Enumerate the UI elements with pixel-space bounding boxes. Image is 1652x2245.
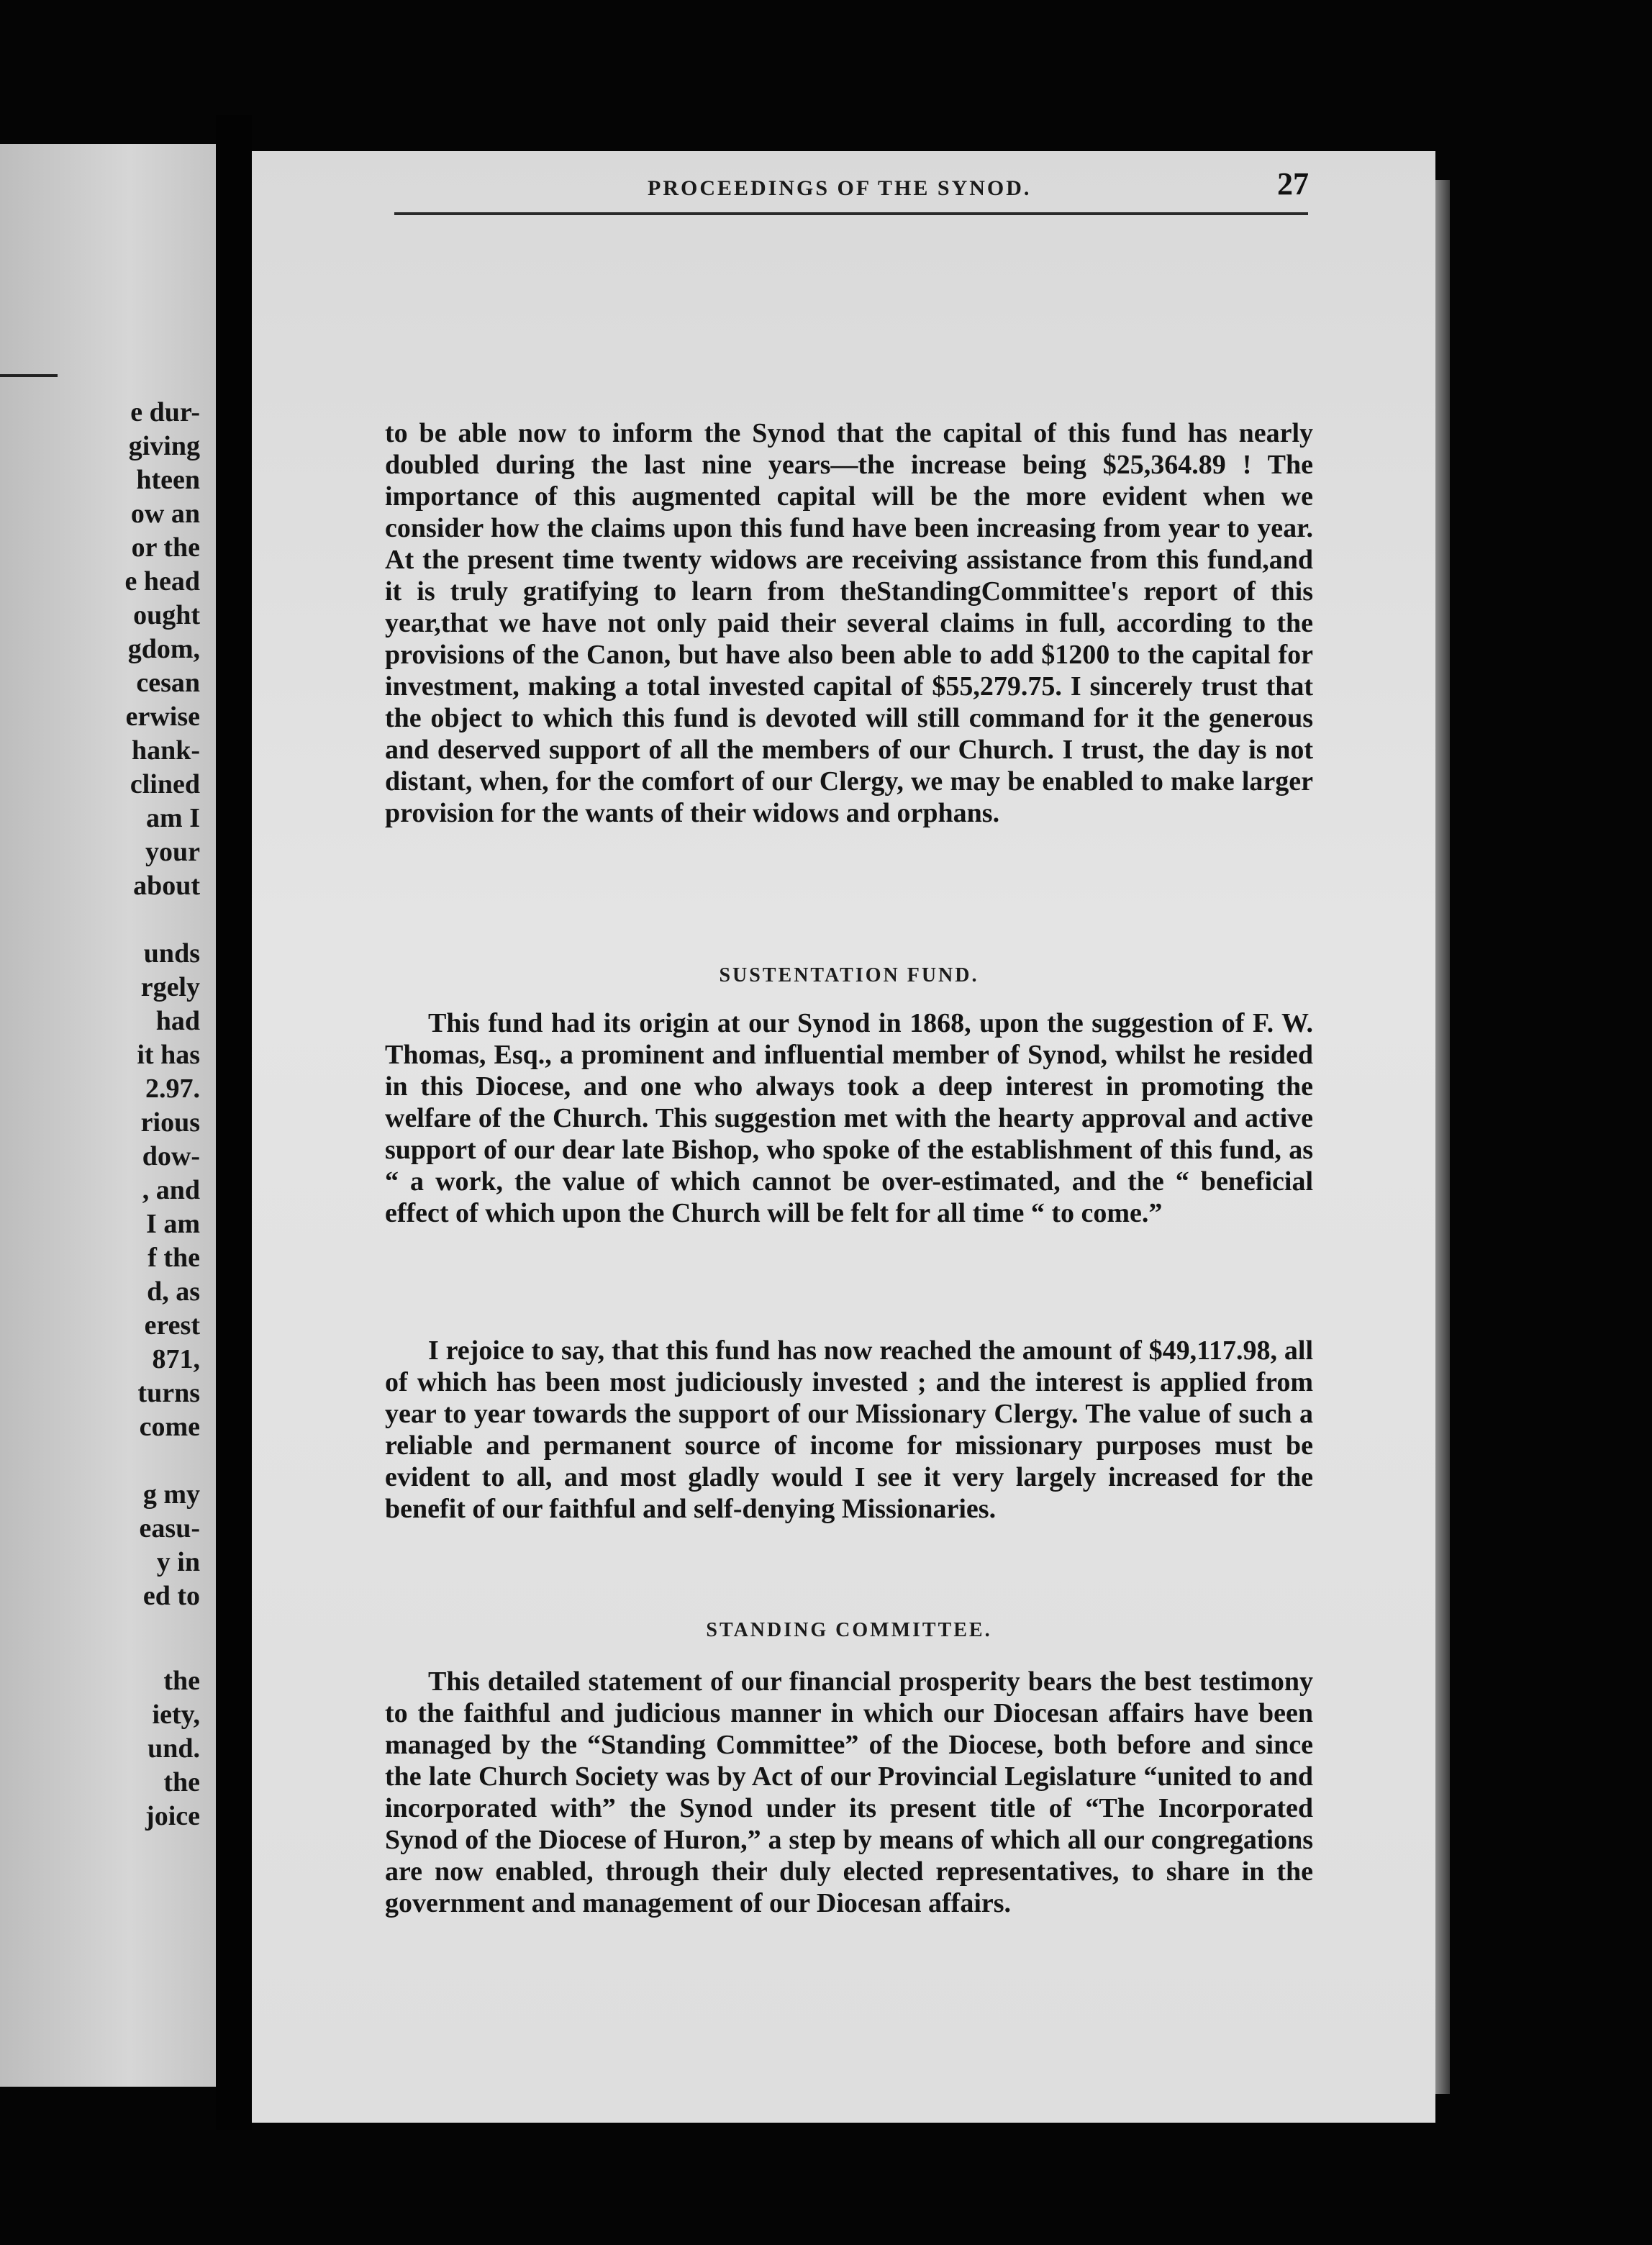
facing-page-line: 2.97. <box>145 1074 200 1104</box>
paragraph-sustentation-fund: This fund had its origin at our Synod in 1868, upon the suggestion of F. W. Thomas, Esq., a prominent and influential member of Synod, whilst he resided in this Diocese, and one who always took a deep interest in promoting the welfare of the Church. This suggestion met with the hearty approval and active support of our dear late Bishop, who spoke of the establishment of this fund, as “ a work, the value of which cannot be over-estimated, and the “ beneficial effect of which upon the Church will be felt for all time “ to come.” <box>385 1008 1313 1228</box>
facing-page-line: erwise <box>125 702 200 732</box>
facing-page-line: hank- <box>131 735 200 766</box>
facing-page-line: cesan <box>136 668 200 698</box>
facing-page-line: dow- <box>142 1141 200 1171</box>
facing-page-line: gdom, <box>127 634 200 664</box>
facing-page-line: ed to <box>142 1581 200 1611</box>
header-rule <box>394 212 1308 215</box>
facing-page-line: it has <box>137 1040 200 1070</box>
facing-page-line: had <box>155 1006 200 1036</box>
facing-page-line: und. <box>148 1733 200 1764</box>
facing-page-line: unds <box>143 938 200 969</box>
facing-page-line: am I <box>146 803 200 833</box>
facing-page-line: joice <box>145 1800 200 1831</box>
facing-page-line: f the <box>148 1243 200 1273</box>
paragraph-fund-amount: I rejoice to say, that this fund has now reached the amount of $49,117.98, all of which has been most judiciously invested ; and the interest is applied from year to year towards the support of our Missionary Clergy. The value of such a reliable and permanent source of income for missionary purposes must be evident to all, and most gladly would I see it very largely increased for the benefit of our faithful and self-denying Missionaries. <box>385 1335 1313 1524</box>
facing-page-line: I am <box>146 1209 200 1239</box>
facing-page-line: y in <box>156 1547 200 1577</box>
facing-page-line: iety, <box>152 1699 200 1730</box>
facing-page-line: e head <box>124 566 200 597</box>
facing-page-rule <box>0 374 58 377</box>
facing-page-line: your <box>145 837 200 867</box>
facing-page-line: about <box>133 871 200 901</box>
facing-page-line: , and <box>142 1175 200 1205</box>
facing-page-line: turns <box>137 1378 200 1408</box>
facing-page-line: the <box>163 1665 200 1696</box>
heading-standing-committee: STANDING COMMITTEE. <box>706 1619 992 1641</box>
facing-page-line: ow an <box>130 499 200 529</box>
page-edge <box>1435 180 1450 2094</box>
facing-page-line: ought <box>133 600 200 630</box>
facing-page-line: erest <box>144 1310 200 1341</box>
facing-page-line: come <box>139 1412 200 1442</box>
facing-page-line: 871, <box>152 1344 200 1374</box>
heading-sustentation-fund: SUSTENTATION FUND. <box>719 964 979 987</box>
facing-page-line: e dur- <box>130 397 200 427</box>
running-head: PROCEEDINGS OF THE SYNOD. <box>648 176 1032 200</box>
facing-page-line: rious <box>140 1107 200 1138</box>
facing-page-line: the <box>163 1766 200 1797</box>
facing-page-line: g my <box>142 1479 200 1510</box>
facing-page-line: or the <box>131 532 200 563</box>
facing-page-line: rgely <box>140 972 200 1002</box>
paragraph-standing-committee: This detailed statement of our financial prosperity bears the best testimony to the faithful and judicious manner in which our Diocesan affairs have been managed by the “Standing Committee” of the Diocese, both before and since the late Church Society was by Act of our Provincial Legislature “united to and incorporated with” the Synod under its present title of “The Incorporated Synod of the Diocese of Huron,” a step by means of which all our congregations are now enabled, through their duly elected representatives, to share in the government and management of our Diocesan affairs. <box>385 1666 1313 1918</box>
facing-page-line: d, as <box>147 1276 200 1307</box>
book-gutter <box>216 115 252 2130</box>
facing-page-line: easu- <box>139 1513 200 1543</box>
facing-page-fragment <box>0 144 216 2087</box>
facing-page-line: hteen <box>136 465 200 495</box>
facing-page-line: giving <box>128 431 200 461</box>
page-number: 27 <box>1277 166 1309 201</box>
paragraph-widows-fund: to be able now to inform the Synod that the capital of this fund has nearly doubled during the last nine years—the increase being $25,364.89 ! The importance of this augmented capital will be the more evident when we consider how the claims upon this fund have been increasing from year to year. At the present time twenty widows are receiving assistance from this fund,and it is truly gratifying to learn from theStandingCommittee's report of this year,that we have not only paid their several claims in full, according to the provisions of the Canon, but have also been able to add $1200 to the capital for investment, making a total invested capital of $55,279.75. I sincerely trust that the object to which this fund is devoted will still command for it the generous and deserved support of all the members of our Church. I trust, the day is not distant, when, for the comfort of our Clergy, we may be enabled to make larger provision for the wants of their widows and orphans. <box>385 418 1313 828</box>
facing-page-line: clined <box>130 769 200 799</box>
